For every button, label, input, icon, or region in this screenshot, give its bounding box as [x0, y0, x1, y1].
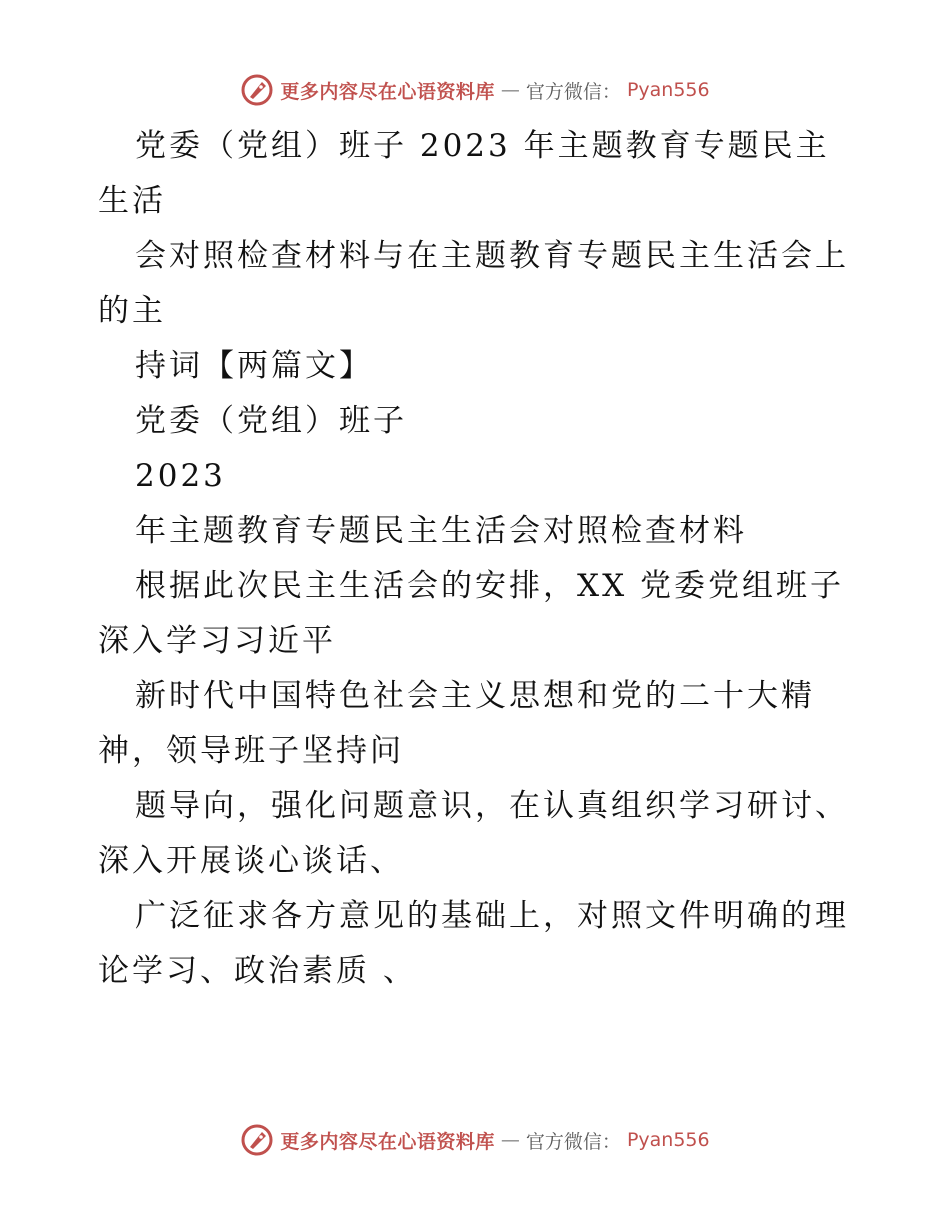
- document-body: [98, 119, 858, 999]
- watermark-main-text: 更多内容尽在心语资料库: [280, 80, 495, 103]
- section-heading-line-2: 年主题教育专题民主生活会对照检查材料: [135, 513, 747, 549]
- pen-nib-circle-icon: [240, 73, 274, 107]
- watermark-label: 官方微信：: [525, 80, 621, 103]
- body-paragraph-line-4: 广泛征求各方意见的基础上，对照文件明确的理论学习、政治素质 、: [98, 898, 849, 989]
- body-paragraph-line-2: 新时代中国特色社会主义思想和党的二十大精神，领导班子坚持问: [98, 678, 815, 769]
- watermark-dash: —: [500, 79, 520, 101]
- document-title-line-3: 持词【两篇文】: [135, 348, 373, 384]
- body-paragraph-line-3: 题导向，强化问题意识，在认真组织学习研讨、深入开展谈心谈话、: [98, 788, 849, 879]
- body-paragraph-line-1: 根据此次民主生活会的安排，XX 党委党组班子深入学习习近平: [98, 568, 844, 659]
- watermark-dash: —: [500, 1129, 520, 1151]
- header-watermark: [0, 72, 950, 108]
- watermark-handle: Pyan556: [626, 79, 710, 101]
- document-title-line-2: 会对照检查材料与在主题教育专题民主生活会上的主: [98, 238, 849, 329]
- watermark-main-text: 更多内容尽在心语资料库: [280, 1130, 495, 1153]
- pen-nib-circle-icon: [240, 1123, 274, 1157]
- footer-watermark: [0, 1122, 950, 1158]
- document-title-line-1: 党委（党组）班子 2023 年主题教育专题民主生活: [98, 128, 830, 219]
- watermark-handle: Pyan556: [626, 1129, 710, 1151]
- section-heading-line-1: 党委（党组）班子: [135, 403, 407, 439]
- watermark-label: 官方微信：: [525, 1130, 621, 1153]
- section-heading-year: 2023: [135, 458, 226, 494]
